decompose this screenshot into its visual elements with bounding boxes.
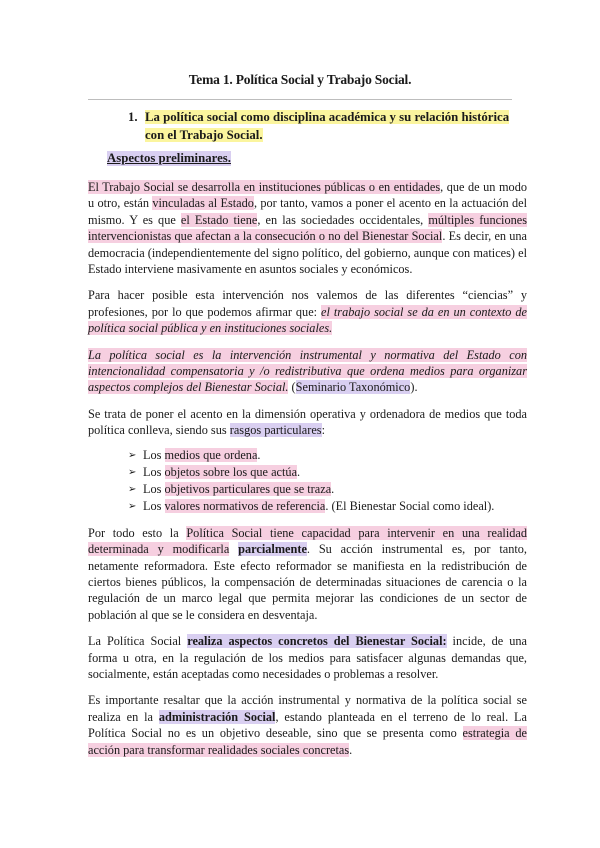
- paragraph-5: [88, 525, 527, 623]
- highlight: Política Social tiene capacidad para intervenir en una realidad determinada y modificarla: [88, 525, 527, 557]
- text: Los: [143, 498, 165, 513]
- paragraph-1: [88, 179, 527, 277]
- list-item: [128, 481, 527, 498]
- text: .: [349, 742, 353, 757]
- text: ).: [410, 380, 418, 395]
- text: Se trata de poner el acento en la dimensión operativa y ordenadora de medios que toda política conlleva, siendo sus: [88, 406, 527, 438]
- highlight: La política social es la intervención instrumental y normativa del Estado con intencionalidad compensatoria y /o redistributiva que ordena medios para organizar aspectos complejos del Bienestar Social.: [88, 347, 527, 395]
- highlight: objetivos particulares que se traza: [164, 481, 332, 496]
- list-item: [128, 498, 527, 515]
- highlight: estrategia de acción para transformar realidades sociales concretas: [88, 726, 527, 757]
- highlight: objetos sobre los que actúa: [164, 464, 298, 479]
- paragraph-6: [88, 633, 527, 682]
- text: . (El Bienestar Social como ideal).: [325, 498, 495, 513]
- text: Los: [143, 464, 165, 479]
- list-item: [128, 447, 527, 464]
- paragraph-2: [88, 287, 527, 336]
- subheading: Aspectos preliminares.: [107, 151, 231, 165]
- text: Por todo esto la: [88, 525, 187, 540]
- highlight: El Trabajo Social se desarrolla en instituciones públicas o en entidades: [88, 180, 441, 194]
- text: , que de un modo u otro, están: [88, 180, 527, 211]
- arrow-bullet-icon: ➢: [128, 483, 137, 495]
- paragraph-4: [88, 406, 527, 439]
- section-heading: [128, 108, 528, 144]
- text: Los: [143, 447, 165, 462]
- text: , estando planteada en el terreno de lo real. La Política Social no es un objetivo deseable, sino que se presenta como: [88, 709, 527, 741]
- highlight: el trabajo social se da en un contexto de política social pública y en instituciones sociales.: [88, 304, 527, 336]
- text: La Política Social: [88, 634, 188, 649]
- text: :: [321, 423, 326, 438]
- arrow-bullet-icon: ➢: [128, 500, 137, 512]
- text: Los: [143, 481, 165, 496]
- text: . Es decir, en una democracia (independientemente del signo político, del gobierno, aunque con matices) el Estado interviene masivamente en asuntos sociales y económicos.: [88, 229, 527, 277]
- text: Para hacer posible esta intervención nos valemos de las diferentes “ciencias” y profesiones, por lo que podemos afirmar que:: [88, 288, 527, 319]
- highlight: Seminario Taxonómico: [295, 380, 411, 395]
- arrow-bullet-icon: ➢: [128, 449, 137, 461]
- text: .: [331, 481, 335, 496]
- text: incide, de una forma u otra, en la regulación de los medios para satisfacer algunas demandas que, socialmente, están aceptadas como necesidades o problemas a resolver.: [88, 634, 527, 681]
- text: Es importante resaltar que la acción instrumental y normativa de la política social se realiza en la: [88, 693, 527, 724]
- text: [229, 542, 238, 556]
- section-heading-text: La política social como disciplina académica y su relación histórica con el Trabajo Social.: [145, 110, 510, 142]
- highlight: múltiples funciones intervencionistas que afectan a la consecución o no del Bienestar Social: [88, 212, 528, 244]
- highlight: el Estado tiene: [180, 212, 258, 227]
- paragraph-7: [88, 692, 527, 758]
- text: (: [288, 380, 296, 395]
- highlight: administración Social: [158, 709, 276, 724]
- text: .: [257, 447, 261, 462]
- highlight: medios que ordena: [164, 447, 258, 462]
- text: , en las sociedades occidentales,: [257, 212, 429, 227]
- text: . Su acción instrumental es, por tanto, netamente reformadora. Este efecto reformador se manifiesta en la redistribución de ciertos bienes públicos, la compensación de determinadas situaciones de carencia o la regulación de un marco legal que permita mejorar las condiciones de un sector de población al que se le considera en desventaja.: [88, 542, 527, 622]
- list-item: [128, 464, 527, 481]
- arrow-bullet-icon: ➢: [128, 466, 137, 478]
- text: , por tanto, vamos a poner el acento en la actuación del mismo. Y es que: [88, 196, 527, 227]
- text: .: [297, 464, 301, 479]
- highlight: realiza aspectos concretos del Bienestar Social:: [187, 634, 447, 649]
- highlight: vinculadas al Estado: [152, 196, 254, 211]
- highlight: valores normativos de referencia: [164, 498, 326, 513]
- title-divider: [88, 99, 512, 100]
- bullet-list: [88, 447, 527, 515]
- page-title: Tema 1. Política Social y Trabajo Social.: [188, 72, 412, 87]
- highlight: rasgos particulares: [229, 423, 322, 438]
- paragraph-3: [88, 347, 527, 396]
- section-number: 1.: [128, 110, 138, 124]
- highlight: parcialmente: [238, 542, 307, 557]
- body-text: [88, 179, 527, 768]
